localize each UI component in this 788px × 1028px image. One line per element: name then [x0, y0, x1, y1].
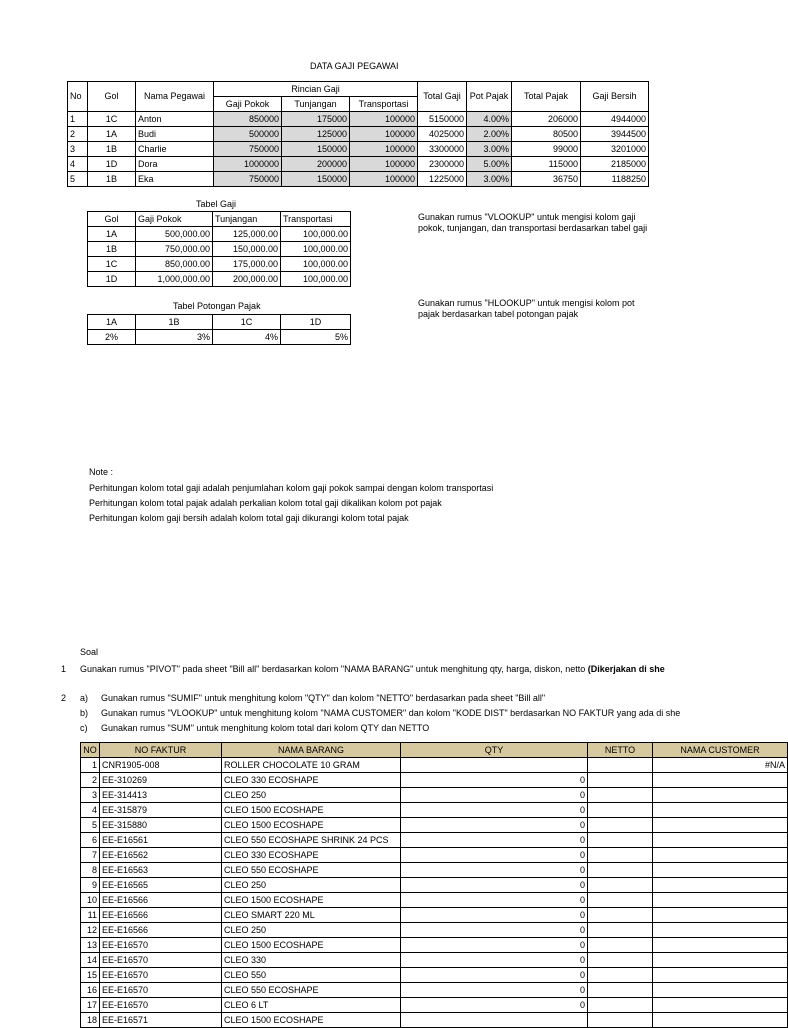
item-cell-qty: 0 — [401, 818, 588, 833]
soal-label: Soal — [80, 647, 99, 657]
vlookup-instruction: Gunakan rumus "VLOOKUP" untuk mengisi kolom gaji pokok, tunjangan, dan transportasi berdasarkan tabel gaji — [418, 212, 648, 233]
note-label: Note : — [89, 467, 114, 477]
item-cell-faktur: EE-E16570 — [100, 998, 222, 1013]
table-row — [81, 1013, 788, 1028]
note-line: Perhitungan kolom total pajak adalah perkalian kolom total gaji dikalikan kolom pot pajak — [89, 498, 442, 508]
item-cell-no: 16 — [81, 983, 100, 998]
gaji-cell-transport: 100,000.00 — [281, 242, 351, 257]
salary-row — [68, 112, 649, 127]
item-cell-barang: CLEO 6 LT — [222, 998, 401, 1013]
item-cell-faktur: EE-314413 — [100, 788, 222, 803]
note-line: Perhitungan kolom gaji bersih adalah kolom total gaji dikurangi kolom total pajak — [89, 513, 409, 523]
item-cell-qty: 0 — [401, 908, 588, 923]
gaji-cell-tunjangan: 200,000.00 — [213, 272, 281, 287]
tabel-gaji-row — [88, 257, 351, 272]
table-row — [81, 938, 788, 953]
item-cell-customer — [653, 788, 788, 803]
item-cell-barang: CLEO 1500 ECOSHAPE — [222, 893, 401, 908]
header-gaji-bersih: Gaji Bersih — [581, 82, 649, 112]
header-no: No — [68, 82, 88, 112]
cell-no: 2 — [68, 127, 88, 142]
tabel-pajak — [87, 314, 351, 345]
salary-row — [68, 172, 649, 187]
item-cell-no: 8 — [81, 863, 100, 878]
table-row — [81, 803, 788, 818]
item-cell-customer: #N/A — [653, 758, 788, 773]
item-cell-netto — [588, 968, 653, 983]
header-pot-pajak: Pot Pajak — [467, 82, 512, 112]
item-cell-faktur: EE-E16570 — [100, 968, 222, 983]
cell-gaji-bersih: 3944500 — [581, 127, 649, 142]
item-cell-faktur: EE-315880 — [100, 818, 222, 833]
cell-gaji-pokok: 850000 — [214, 112, 282, 127]
tabel-gaji-row — [88, 242, 351, 257]
item-cell-no: 13 — [81, 938, 100, 953]
item-cell-qty: 0 — [401, 788, 588, 803]
item-cell-netto — [588, 893, 653, 908]
item-cell-customer — [653, 803, 788, 818]
gaji-cell-transport: 100,000.00 — [281, 272, 351, 287]
gaji-cell-transport: 100,000.00 — [281, 257, 351, 272]
cell-no: 5 — [68, 172, 88, 187]
item-cell-netto — [588, 938, 653, 953]
pajak-value-cell: 4% — [213, 330, 281, 345]
cell-gaji-bersih: 2185000 — [581, 157, 649, 172]
cell-gaji-pokok: 500000 — [214, 127, 282, 142]
cell-transportasi: 100000 — [350, 112, 418, 127]
item-cell-customer — [653, 893, 788, 908]
question-2a-letter: a) — [80, 693, 89, 703]
cell-transportasi: 100000 — [350, 127, 418, 142]
item-cell-barang: CLEO 250 — [222, 878, 401, 893]
item-cell-netto — [588, 983, 653, 998]
items-header-no: NO — [81, 743, 100, 758]
question-2c-text: Gunakan rumus "SUM" untuk menghitung kolom total dari kolom QTY dan NETTO — [101, 723, 430, 733]
item-cell-faktur: EE-E16570 — [100, 938, 222, 953]
cell-gol: 1B — [88, 142, 136, 157]
item-cell-barang: CLEO SMART 220 ML — [222, 908, 401, 923]
header-nama: Nama Pegawai — [136, 82, 214, 112]
tabel-gaji-row — [88, 227, 351, 242]
item-cell-customer — [653, 1013, 788, 1028]
cell-pot-pajak: 2.00% — [467, 127, 512, 142]
item-cell-netto — [588, 773, 653, 788]
cell-no: 3 — [68, 142, 88, 157]
table-row — [81, 833, 788, 848]
cell-tunjangan: 150000 — [282, 142, 350, 157]
items-header-qty: QTY — [401, 743, 588, 758]
gaji-cell-transport: 100,000.00 — [281, 227, 351, 242]
cell-total-gaji: 2300000 — [418, 157, 467, 172]
cell-gaji-bersih: 3201000 — [581, 142, 649, 157]
table-row — [81, 983, 788, 998]
cell-total-pajak: 206000 — [512, 112, 581, 127]
item-cell-netto — [588, 803, 653, 818]
item-cell-netto — [588, 953, 653, 968]
tabel-gaji-title: Tabel Gaji — [196, 199, 237, 209]
items-header-barang: NAMA BARANG — [222, 743, 401, 758]
gaji-header-pokok: Gaji Pokok — [136, 212, 213, 227]
item-cell-no: 6 — [81, 833, 100, 848]
table-row — [81, 863, 788, 878]
item-cell-customer — [653, 983, 788, 998]
item-cell-netto — [588, 788, 653, 803]
item-cell-netto — [588, 863, 653, 878]
pajak-header-cell: 1C — [213, 315, 281, 330]
item-cell-barang: CLEO 550 ECOSHAPE SHRINK 24 PCS — [222, 833, 401, 848]
table-row — [81, 848, 788, 863]
item-cell-netto — [588, 833, 653, 848]
table-row — [81, 908, 788, 923]
gaji-cell-pokok: 850,000.00 — [136, 257, 213, 272]
item-cell-customer — [653, 833, 788, 848]
gaji-cell-gol: 1A — [88, 227, 136, 242]
item-cell-customer — [653, 818, 788, 833]
item-cell-faktur: EE-E16562 — [100, 848, 222, 863]
cell-total-gaji: 5150000 — [418, 112, 467, 127]
header-tunjangan: Tunjangan — [282, 97, 350, 112]
item-cell-qty: 0 — [401, 893, 588, 908]
item-cell-customer — [653, 863, 788, 878]
items-header-faktur: NO FAKTUR — [100, 743, 222, 758]
item-cell-qty — [401, 1013, 588, 1028]
item-cell-no: 10 — [81, 893, 100, 908]
item-cell-barang: ROLLER CHOCOLATE 10 GRAM — [222, 758, 401, 773]
header-total-pajak: Total Pajak — [512, 82, 581, 112]
item-cell-qty: 0 — [401, 773, 588, 788]
pajak-header-row — [88, 315, 351, 330]
item-cell-barang: CLEO 550 — [222, 968, 401, 983]
cell-nama: Dora — [136, 157, 214, 172]
item-cell-no: 12 — [81, 923, 100, 938]
item-cell-barang: CLEO 1500 ECOSHAPE — [222, 818, 401, 833]
item-cell-qty: 0 — [401, 833, 588, 848]
gaji-cell-tunjangan: 175,000.00 — [213, 257, 281, 272]
cell-total-pajak: 115000 — [512, 157, 581, 172]
gaji-cell-tunjangan: 150,000.00 — [213, 242, 281, 257]
question-2b-letter: b) — [80, 708, 89, 718]
item-cell-no: 1 — [81, 758, 100, 773]
cell-nama: Anton — [136, 112, 214, 127]
cell-total-gaji: 4025000 — [418, 127, 467, 142]
table-row — [81, 758, 788, 773]
table-row — [81, 968, 788, 983]
item-cell-no: 18 — [81, 1013, 100, 1028]
question-1 — [80, 664, 708, 675]
cell-gaji-pokok: 750000 — [214, 142, 282, 157]
item-cell-netto — [588, 848, 653, 863]
header-gaji-pokok: Gaji Pokok — [214, 97, 282, 112]
gaji-header-transport: Transportasi — [281, 212, 351, 227]
gaji-cell-pokok: 500,000.00 — [136, 227, 213, 242]
note-line: Perhitungan kolom total gaji adalah penjumlahan kolom gaji pokok sampai dengan kolom transportasi — [89, 483, 494, 493]
table-row — [81, 923, 788, 938]
item-cell-customer — [653, 878, 788, 893]
item-cell-qty: 0 — [401, 998, 588, 1013]
cell-no: 1 — [68, 112, 88, 127]
page-title: DATA GAJI PEGAWAI — [310, 61, 399, 71]
cell-total-pajak: 99000 — [512, 142, 581, 157]
header-total-gaji: Total Gaji — [418, 82, 467, 112]
cell-gaji-pokok: 1000000 — [214, 157, 282, 172]
item-cell-faktur: EE-315879 — [100, 803, 222, 818]
table-row — [81, 953, 788, 968]
item-cell-qty: 0 — [401, 863, 588, 878]
item-cell-no: 15 — [81, 968, 100, 983]
question-2c-letter: c) — [80, 723, 88, 733]
item-cell-barang: CLEO 1500 ECOSHAPE — [222, 803, 401, 818]
item-cell-qty: 0 — [401, 983, 588, 998]
item-cell-barang: CLEO 250 — [222, 788, 401, 803]
item-cell-netto — [588, 818, 653, 833]
item-cell-netto — [588, 1013, 653, 1028]
gaji-cell-pokok: 750,000.00 — [136, 242, 213, 257]
item-cell-no: 11 — [81, 908, 100, 923]
item-cell-qty: 0 — [401, 968, 588, 983]
pajak-value-row — [88, 330, 351, 345]
item-cell-netto — [588, 878, 653, 893]
salary-row — [68, 142, 649, 157]
cell-total-pajak: 80500 — [512, 127, 581, 142]
gaji-cell-gol: 1D — [88, 272, 136, 287]
cell-transportasi: 100000 — [350, 142, 418, 157]
cell-pot-pajak: 3.00% — [467, 142, 512, 157]
pajak-value-cell: 5% — [281, 330, 351, 345]
pajak-value-cell: 3% — [136, 330, 213, 345]
item-cell-qty: 0 — [401, 848, 588, 863]
items-table — [80, 742, 788, 1028]
item-cell-faktur: CNR1905-008 — [100, 758, 222, 773]
question-1-note: (Dikerjakan di she — [587, 664, 665, 674]
table-row — [81, 878, 788, 893]
item-cell-customer — [653, 968, 788, 983]
cell-gaji-bersih: 4944000 — [581, 112, 649, 127]
cell-tunjangan: 150000 — [282, 172, 350, 187]
pajak-header-cell: 1D — [281, 315, 351, 330]
cell-total-gaji: 3300000 — [418, 142, 467, 157]
header-rincian: Rincian Gaji — [214, 82, 418, 97]
item-cell-netto — [588, 908, 653, 923]
item-cell-no: 5 — [81, 818, 100, 833]
item-cell-faktur: EE-E16570 — [100, 953, 222, 968]
cell-transportasi: 100000 — [350, 172, 418, 187]
cell-gol: 1A — [88, 127, 136, 142]
item-cell-barang: CLEO 330 — [222, 953, 401, 968]
cell-gaji-bersih: 1188250 — [581, 172, 649, 187]
table-row — [81, 818, 788, 833]
item-cell-barang: CLEO 1500 ECOSHAPE — [222, 1013, 401, 1028]
tabel-gaji-row — [88, 272, 351, 287]
items-header-netto: NETTO — [588, 743, 653, 758]
item-cell-netto — [588, 923, 653, 938]
cell-gol: 1D — [88, 157, 136, 172]
cell-gol: 1B — [88, 172, 136, 187]
cell-total-gaji: 1225000 — [418, 172, 467, 187]
gaji-cell-tunjangan: 125,000.00 — [213, 227, 281, 242]
pajak-value-cell: 2% — [88, 330, 136, 345]
question-number: 2 — [61, 693, 67, 703]
gaji-header-gol: Gol — [88, 212, 136, 227]
item-cell-netto — [588, 758, 653, 773]
item-cell-qty: 0 — [401, 878, 588, 893]
item-cell-faktur: EE-E16565 — [100, 878, 222, 893]
item-cell-barang: CLEO 250 — [222, 923, 401, 938]
cell-tunjangan: 200000 — [282, 157, 350, 172]
item-cell-no: 2 — [81, 773, 100, 788]
item-cell-no: 7 — [81, 848, 100, 863]
item-cell-no: 9 — [81, 878, 100, 893]
salary-table — [67, 81, 649, 187]
item-cell-qty: 0 — [401, 923, 588, 938]
cell-pot-pajak: 5.00% — [467, 157, 512, 172]
item-cell-faktur: EE-E16566 — [100, 908, 222, 923]
items-header-customer: NAMA CUSTOMER — [653, 743, 788, 758]
question-1-text: Gunakan rumus "PIVOT" pada sheet "Bill all" berdasarkan kolom "NAMA BARANG" untuk menghitung qty, harga, diskon, netto — [80, 664, 586, 674]
item-cell-faktur: EE-E16571 — [100, 1013, 222, 1028]
tabel-gaji — [87, 211, 351, 287]
item-cell-faktur: EE-E16570 — [100, 983, 222, 998]
item-cell-netto — [588, 998, 653, 1013]
item-cell-qty: 0 — [401, 803, 588, 818]
gaji-cell-pokok: 1,000,000.00 — [136, 272, 213, 287]
question-2a-text: Gunakan rumus "SUMIF" untuk menghitung kolom "QTY" dan kolom "NETTO" berdasarkan pada sheet "Bill all" — [101, 693, 546, 703]
item-cell-customer — [653, 953, 788, 968]
header-gol: Gol — [88, 82, 136, 112]
item-cell-no: 4 — [81, 803, 100, 818]
item-cell-customer — [653, 908, 788, 923]
cell-gaji-pokok: 750000 — [214, 172, 282, 187]
table-row — [81, 998, 788, 1013]
cell-tunjangan: 175000 — [282, 112, 350, 127]
item-cell-barang: CLEO 330 ECOSHAPE — [222, 848, 401, 863]
hlookup-instruction: Gunakan rumus "HLOOKUP" untuk mengisi kolom pot pajak berdasarkan tabel potongan pajak — [418, 298, 635, 319]
cell-tunjangan: 125000 — [282, 127, 350, 142]
salary-row — [68, 127, 649, 142]
table-row — [81, 788, 788, 803]
table-row — [81, 893, 788, 908]
cell-gol: 1C — [88, 112, 136, 127]
item-cell-barang: CLEO 550 ECOSHAPE — [222, 863, 401, 878]
cell-pot-pajak: 3.00% — [467, 172, 512, 187]
cell-nama: Charlie — [136, 142, 214, 157]
cell-nama: Eka — [136, 172, 214, 187]
item-cell-qty: 0 — [401, 938, 588, 953]
cell-nama: Budi — [136, 127, 214, 142]
question-2b-text: Gunakan rumus "VLOOKUP" untuk menghitung kolom "NAMA CUSTOMER" dan kolom "KODE DIST" berdasarkan NO FAKTUR yang ada di she — [101, 708, 681, 718]
cell-transportasi: 100000 — [350, 157, 418, 172]
tabel-pajak-title: Tabel Potongan Pajak — [173, 301, 261, 311]
gaji-cell-gol: 1B — [88, 242, 136, 257]
item-cell-barang: CLEO 550 ECOSHAPE — [222, 983, 401, 998]
item-cell-faktur: EE-E16566 — [100, 893, 222, 908]
item-cell-no: 3 — [81, 788, 100, 803]
item-cell-faktur: EE-E16561 — [100, 833, 222, 848]
item-cell-faktur: EE-E16563 — [100, 863, 222, 878]
gaji-header-tunjangan: Tunjangan — [213, 212, 281, 227]
item-cell-faktur: EE-310269 — [100, 773, 222, 788]
item-cell-qty — [401, 758, 588, 773]
salary-row — [68, 157, 649, 172]
item-cell-customer — [653, 773, 788, 788]
item-cell-barang: CLEO 1500 ECOSHAPE — [222, 938, 401, 953]
item-cell-no: 14 — [81, 953, 100, 968]
item-cell-barang: CLEO 330 ECOSHAPE — [222, 773, 401, 788]
item-cell-customer — [653, 923, 788, 938]
cell-no: 4 — [68, 157, 88, 172]
item-cell-qty: 0 — [401, 953, 588, 968]
pajak-header-cell: 1B — [136, 315, 213, 330]
item-cell-customer — [653, 998, 788, 1013]
cell-total-pajak: 36750 — [512, 172, 581, 187]
item-cell-no: 17 — [81, 998, 100, 1013]
gaji-cell-gol: 1C — [88, 257, 136, 272]
item-cell-faktur: EE-E16566 — [100, 923, 222, 938]
question-number: 1 — [61, 664, 67, 674]
header-transportasi: Transportasi — [350, 97, 418, 112]
pajak-header-cell: 1A — [88, 315, 136, 330]
item-cell-customer — [653, 938, 788, 953]
cell-pot-pajak: 4.00% — [467, 112, 512, 127]
item-cell-customer — [653, 848, 788, 863]
table-row — [81, 773, 788, 788]
